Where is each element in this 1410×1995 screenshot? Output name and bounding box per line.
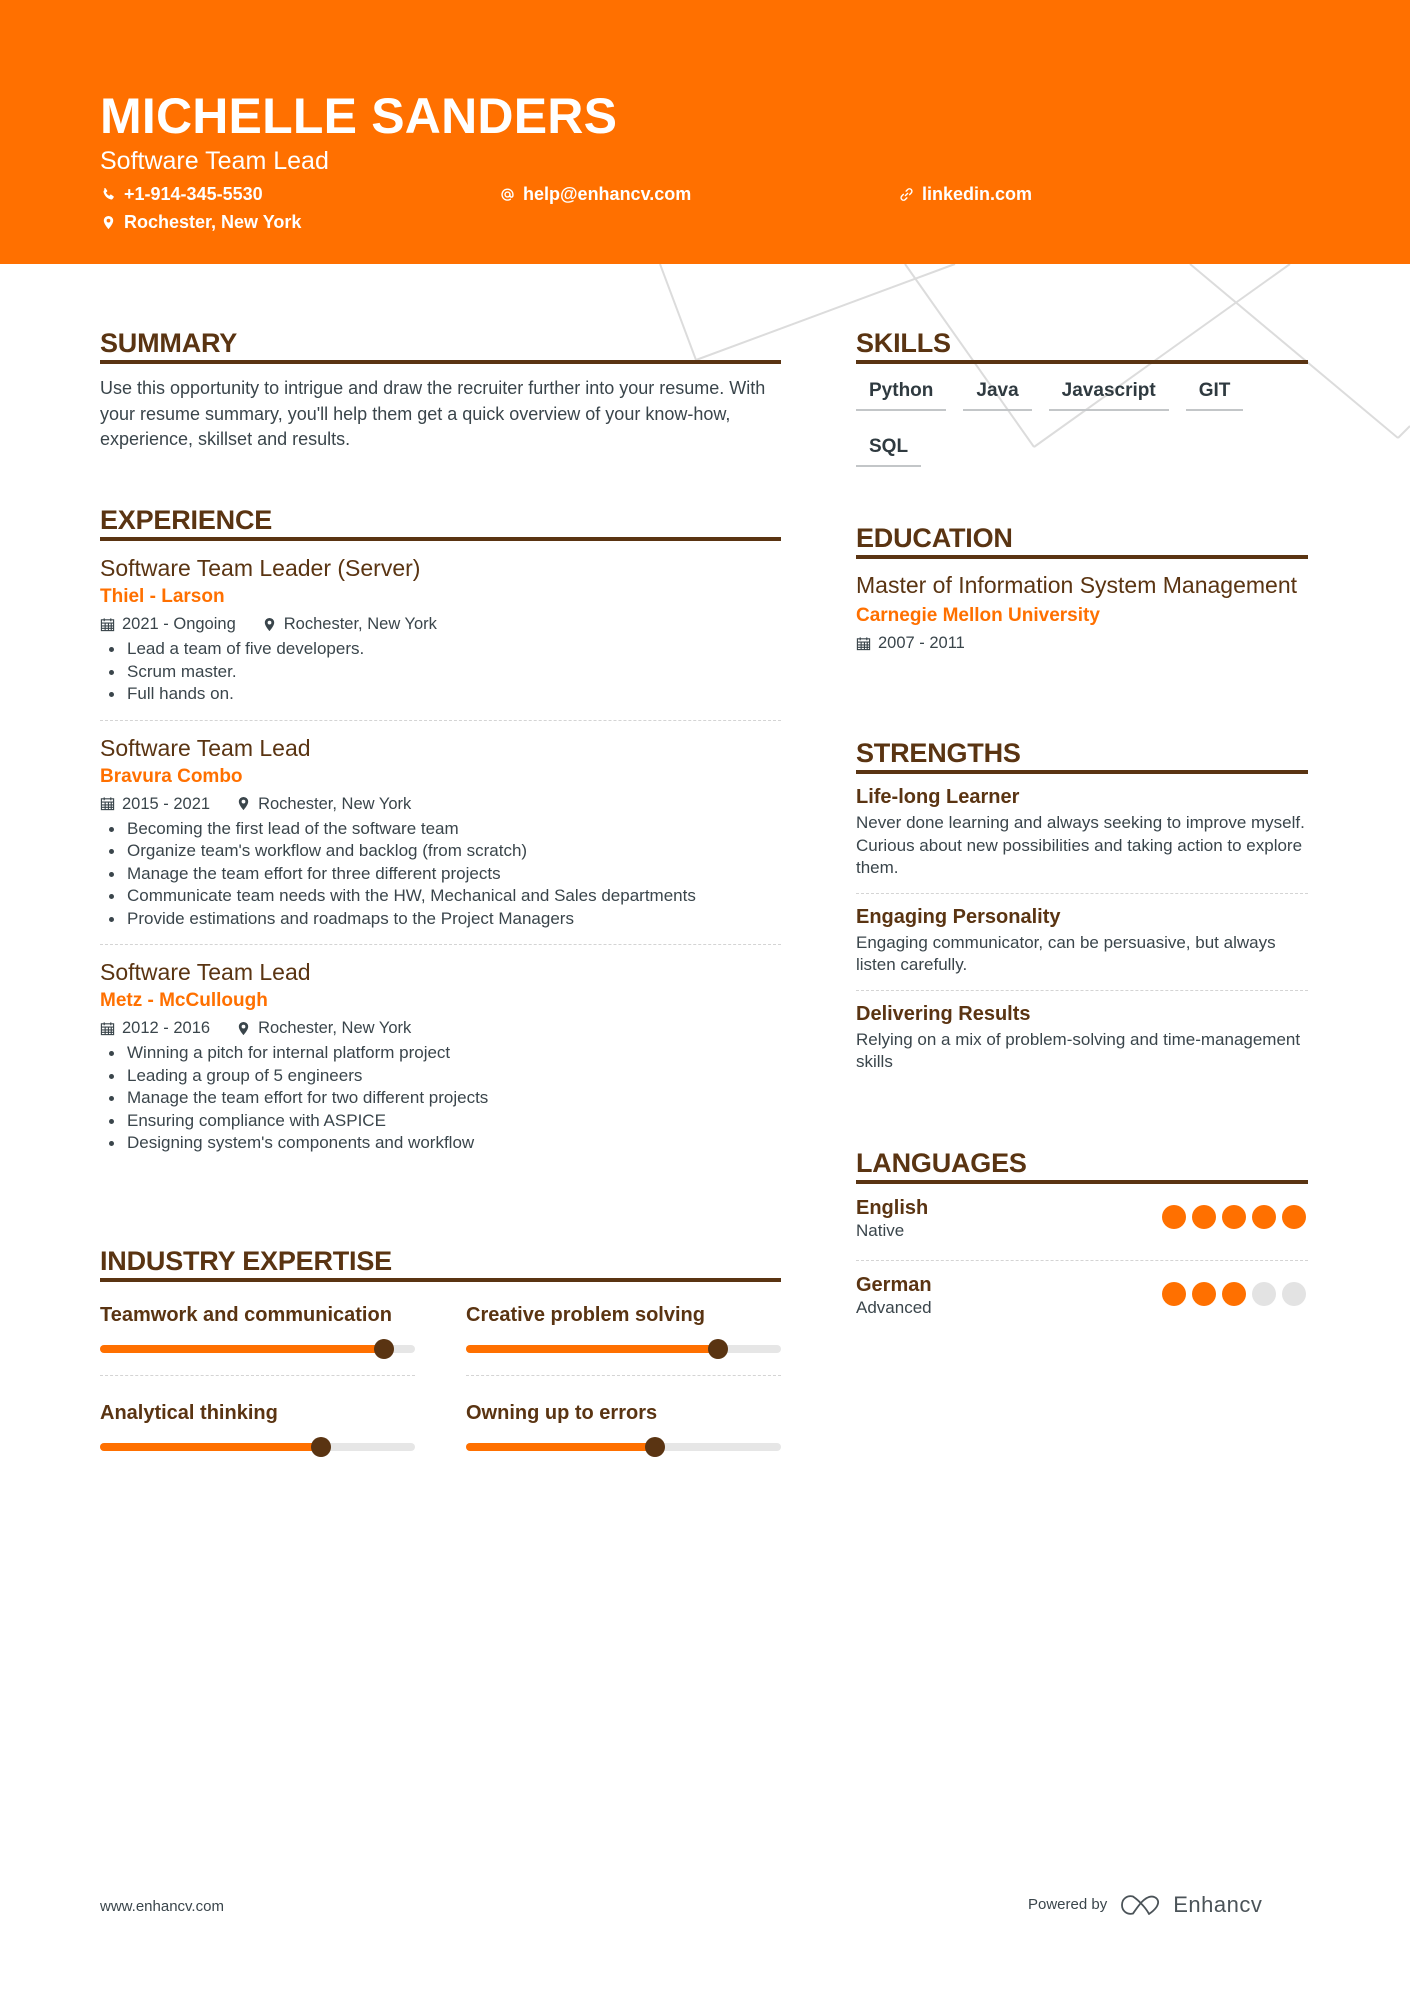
resume-header	[0, 0, 1410, 264]
job-dates: 2012 - 2016	[122, 1019, 211, 1037]
skill-tag: GIT	[1186, 372, 1244, 411]
education-dates: 2007 - 2011	[878, 634, 965, 652]
rating-dot	[1252, 1282, 1276, 1306]
skill-tag: Javascript	[1049, 372, 1169, 411]
summary-text: Use this opportunity to intrigue and draw the recruiter further into your resume. With your resume summary, you'll help them get a quick overview of your know-how, experience, skillset and results.	[100, 378, 766, 449]
calendar-icon	[100, 796, 115, 811]
rating-dot	[1252, 1205, 1276, 1229]
map-pin-icon	[101, 215, 116, 230]
strengths-title: STRENGTHS	[856, 738, 1308, 774]
education-section	[856, 523, 1308, 655]
powered-by-label: Powered by	[1028, 1896, 1108, 1913]
education-school: Carnegie Mellon University	[856, 605, 1100, 626]
expertise-item	[100, 1296, 415, 1376]
footer-branding[interactable]	[1028, 1893, 1262, 1917]
bar-knob	[708, 1339, 728, 1359]
languages-title: LANGUAGES	[856, 1148, 1308, 1184]
strength-item	[856, 991, 1308, 1087]
expertise-item	[466, 1296, 781, 1376]
phone-text: +1-914-345-5530	[124, 183, 263, 204]
bullet-item: Full hands on.	[100, 683, 781, 706]
industry-expertise-section	[100, 1246, 781, 1451]
bar-knob	[311, 1437, 331, 1457]
rating-dot	[1282, 1282, 1306, 1306]
strength-description: Never done learning and always seeking to improve myself. Curious about new possibilities and taking action to explore them.	[856, 813, 1305, 877]
language-rating	[1162, 1205, 1306, 1229]
experience-section	[100, 505, 781, 1169]
rating-dot	[1162, 1205, 1186, 1229]
expertise-grid	[100, 1296, 781, 1451]
job-company: Thiel - Larson	[100, 586, 225, 607]
calendar-icon	[100, 617, 115, 632]
bullet-item: Lead a team of five developers.	[100, 638, 781, 661]
enhancv-wordmark: Enhancv	[1173, 1892, 1263, 1917]
phone-icon	[101, 187, 116, 202]
bullet-item: Communicate team needs with the HW, Mechanical and Sales departments	[100, 885, 781, 908]
expertise-label: Owning up to errors	[466, 1402, 658, 1424]
job-location: Rochester, New York	[258, 1019, 412, 1037]
languages-section	[856, 1148, 1308, 1338]
language-rating	[1162, 1282, 1306, 1306]
expertise-item	[100, 1394, 415, 1451]
contact-linkedin[interactable]	[899, 183, 1032, 205]
expertise-label: Teamwork and communication	[100, 1304, 392, 1326]
contact-location	[101, 211, 301, 233]
strength-item	[856, 774, 1308, 894]
bullet-item: Manage the team effort for three different projects	[100, 863, 781, 886]
job-dates: 2015 - 2021	[122, 794, 211, 813]
skill-tag: Python	[856, 372, 946, 411]
job-location: Rochester, New York	[283, 615, 437, 633]
job-bullets	[100, 638, 781, 706]
job-company: Bravura Combo	[100, 765, 243, 787]
education-title: EDUCATION	[856, 523, 1308, 559]
at-icon	[500, 187, 515, 202]
bullet-item: Leading a group of 5 engineers	[100, 1065, 781, 1088]
rating-dot	[1192, 1205, 1216, 1229]
bullet-item: Manage the team effort for two different projects	[100, 1087, 781, 1110]
expertise-bar	[100, 1443, 415, 1451]
bullet-item: Winning a pitch for internal platform project	[100, 1042, 781, 1065]
job-company: Metz - McCullough	[100, 990, 268, 1011]
strength-description: Engaging communicator, can be persuasive, but always listen carefully.	[856, 932, 1276, 974]
bullet-item: Scrum master.	[100, 661, 781, 684]
rating-dot	[1222, 1205, 1246, 1229]
strength-title: Engaging Personality	[856, 905, 1061, 928]
bar-knob	[374, 1339, 394, 1359]
map-pin-icon	[236, 1021, 251, 1036]
skills-title: SKILLS	[856, 328, 1308, 364]
job-meta	[100, 612, 781, 636]
strength-title: Life-long Learner	[856, 786, 1020, 808]
job-role: Software Team Leader (Server)	[100, 555, 421, 581]
summary-section	[100, 328, 781, 453]
strength-item	[856, 894, 1308, 991]
job-entry	[100, 541, 781, 721]
job-role: Software Team Lead	[100, 959, 311, 985]
skill-tag: Java	[963, 372, 1031, 411]
expertise-label: Creative problem solving	[466, 1304, 705, 1326]
bullet-item: Organize team's workflow and backlog (from scratch)	[100, 840, 781, 863]
experience-title: EXPERIENCE	[100, 505, 781, 541]
language-item	[856, 1184, 1308, 1261]
location-text: Rochester, New York	[124, 211, 302, 232]
contact-email[interactable]	[500, 183, 691, 205]
candidate-name: MICHELLE SANDERS	[100, 88, 618, 144]
job-meta	[100, 792, 781, 816]
rating-dot	[1162, 1282, 1186, 1306]
candidate-title: Software Team Lead	[100, 147, 329, 175]
job-entry	[100, 945, 781, 1169]
bullet-item: Designing system's components and workflow	[100, 1132, 781, 1155]
job-entry	[100, 721, 781, 946]
language-item	[856, 1261, 1308, 1338]
link-icon	[899, 187, 914, 202]
rating-dot	[1222, 1282, 1246, 1306]
enhancv-logo	[1119, 1893, 1262, 1917]
job-meta	[100, 1016, 781, 1040]
language-name: German	[856, 1274, 932, 1296]
skills-section	[856, 328, 1308, 484]
industry-expertise-title: INDUSTRY EXPERTISE	[100, 1246, 781, 1282]
email-text: help@enhancv.com	[523, 183, 692, 204]
job-location: Rochester, New York	[258, 794, 412, 813]
strength-description: Relying on a mix of problem-solving and time-management skills	[856, 1029, 1301, 1071]
expertise-bar	[466, 1345, 781, 1353]
linkedin-text: linkedin.com	[922, 183, 1033, 204]
job-bullets	[100, 818, 781, 931]
job-dates: 2021 - Ongoing	[122, 615, 236, 633]
rating-dot	[1282, 1205, 1306, 1229]
language-level: Native	[856, 1221, 905, 1240]
strengths-section	[856, 738, 1308, 1087]
map-pin-icon	[236, 796, 251, 811]
expertise-label: Analytical thinking	[100, 1402, 278, 1424]
expertise-bar	[466, 1443, 781, 1451]
rating-dot	[1192, 1282, 1216, 1306]
summary-title: SUMMARY	[100, 328, 781, 364]
calendar-icon	[100, 1021, 115, 1036]
language-name: English	[856, 1197, 929, 1219]
footer-website-link[interactable]: www.enhancv.com	[100, 1898, 224, 1915]
job-bullets	[100, 1042, 781, 1155]
job-role: Software Team Lead	[100, 734, 311, 761]
calendar-icon	[856, 636, 871, 651]
enhancv-logo-icon	[1119, 1893, 1163, 1917]
strength-title: Delivering Results	[856, 1002, 1031, 1025]
expertise-item	[466, 1394, 781, 1451]
education-degree: Master of Information System Management	[856, 572, 1298, 598]
map-pin-icon	[262, 617, 277, 632]
bar-knob	[645, 1437, 665, 1457]
bullet-item: Ensuring compliance with ASPICE	[100, 1110, 781, 1133]
education-meta	[856, 631, 1308, 655]
expertise-bar	[100, 1345, 415, 1353]
contact-phone[interactable]	[101, 183, 263, 205]
bullet-item: Provide estimations and roadmaps to the Project Managers	[100, 908, 781, 931]
skill-tags	[856, 372, 1308, 484]
language-level: Advanced	[856, 1298, 932, 1317]
skill-tag: SQL	[856, 428, 921, 467]
bullet-item: Becoming the first lead of the software team	[100, 818, 781, 841]
